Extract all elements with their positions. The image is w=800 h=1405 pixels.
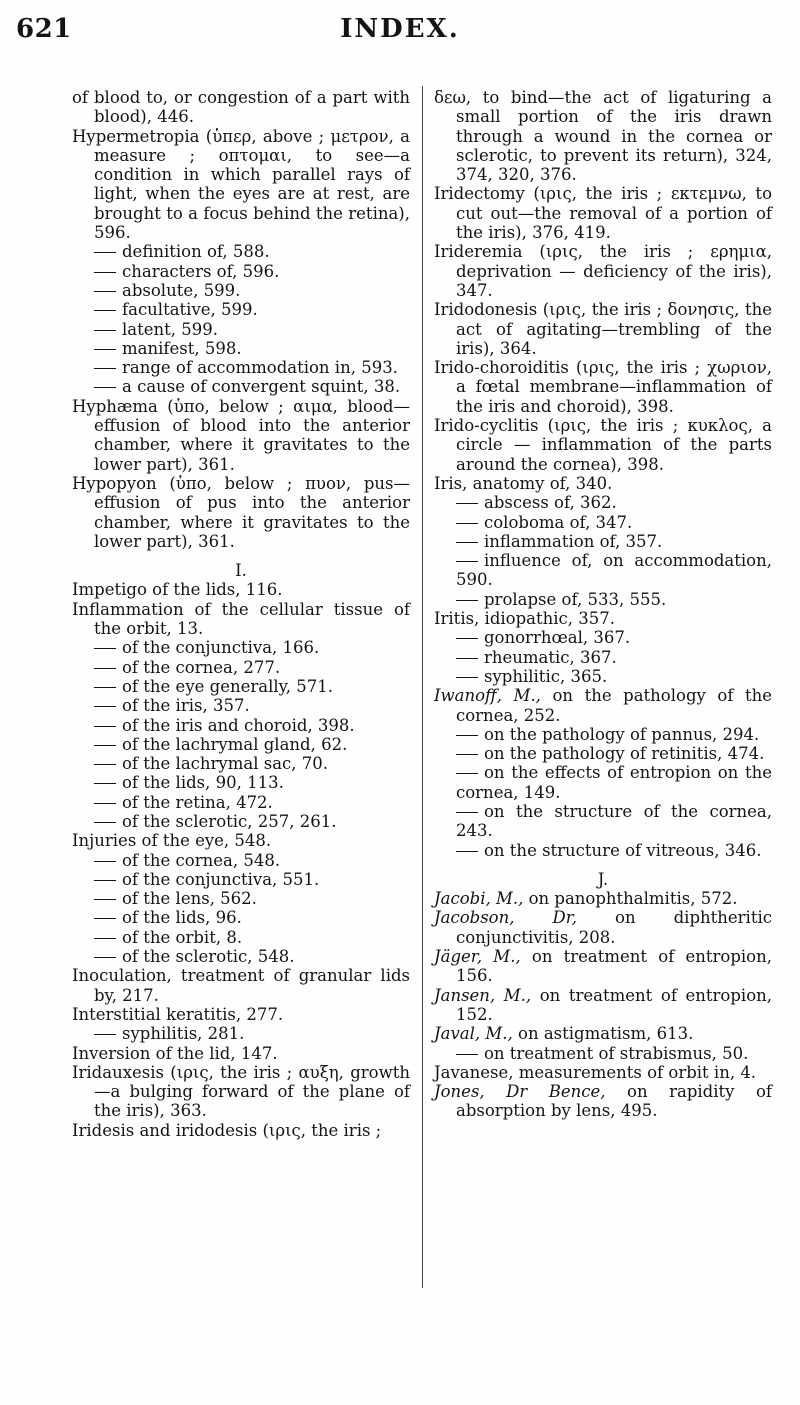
- index-subentry: [72, 281, 410, 300]
- ditto-dash: [94, 706, 116, 707]
- subentry-text: syphilitis, 281.: [122, 1024, 245, 1044]
- subentry-text: of the lids, 90, 113.: [122, 773, 284, 793]
- index-entry: [72, 88, 410, 127]
- index-subentry: [72, 928, 410, 947]
- subentry-text: of the lids, 96.: [122, 908, 242, 928]
- index-subentry: [72, 262, 410, 281]
- index-subentry: [72, 773, 410, 792]
- index-entry: [72, 1005, 410, 1024]
- index-entry: [434, 1063, 772, 1082]
- index-entry: [72, 600, 410, 639]
- index-subentry: [434, 802, 772, 841]
- subentry-text: on treatment of strabismus, 50.: [484, 1043, 749, 1063]
- index-entry: [72, 831, 410, 850]
- ditto-dash: [94, 803, 116, 804]
- ditto-dash: [94, 291, 116, 292]
- index-entry: [72, 1044, 410, 1063]
- index-subentry: [72, 638, 410, 657]
- ditto-dash: [94, 745, 116, 746]
- ditto-dash: [94, 861, 116, 862]
- entry-text: Inflammation of the cellular tissue of the orbit, 13.: [72, 599, 410, 639]
- index-subentry: [72, 677, 410, 696]
- subentry-text: of the conjunctiva, 166.: [122, 638, 320, 658]
- ditto-dash: [456, 523, 478, 524]
- subentry-text: of the cornea, 277.: [122, 657, 281, 677]
- entry-author: Javal, M.,: [434, 1024, 513, 1044]
- index-subentry: [72, 358, 410, 377]
- index-subentry: [72, 716, 410, 735]
- subentry-text: facultative, 599.: [122, 300, 258, 320]
- ditto-dash: [456, 658, 478, 659]
- index-subentry: [434, 532, 772, 551]
- index-subentry: [72, 754, 410, 773]
- index-subentry: [434, 648, 772, 667]
- index-subentry: [72, 870, 410, 889]
- entry-text: Iridectomy (ιρις, the iris ; εκτεμνω, to cut out—the removal of a portion of the iris), 376, 419.: [434, 184, 772, 243]
- index-entry: [434, 88, 772, 184]
- index-subentry: [72, 658, 410, 677]
- entry-author: Jäger, M.,: [434, 947, 521, 967]
- index-entry: [72, 397, 410, 474]
- subentry-text: characters of, 596.: [122, 261, 280, 281]
- entry-text: Inversion of the lid, 147.: [72, 1043, 278, 1063]
- ditto-dash: [456, 561, 478, 562]
- index-entry: [434, 1024, 772, 1043]
- ditto-dash: [94, 764, 116, 765]
- index-entry: [434, 242, 772, 300]
- subentry-text: influence of, on accommodation, 590.: [456, 551, 772, 590]
- entry-text: on treatment of entropion, 156.: [456, 947, 772, 986]
- ditto-dash: [94, 1034, 116, 1035]
- subentry-text: abscess of, 362.: [484, 493, 617, 513]
- index-entry: [434, 908, 772, 947]
- ditto-dash: [456, 773, 478, 774]
- index-subentry: [72, 339, 410, 358]
- index-entry: [434, 300, 772, 358]
- index-subentry: [434, 841, 772, 860]
- ditto-dash: [94, 726, 116, 727]
- ditto-dash: [456, 851, 478, 852]
- index-entry: [434, 609, 772, 628]
- page-number: 621: [16, 14, 72, 44]
- index-subentry: [72, 908, 410, 927]
- index-subentry: [72, 793, 410, 812]
- entry-text: Irideremia (ιρις, the iris ; ερημια, deprivation — deficiency of the iris), 347.: [434, 242, 772, 300]
- subentry-text: of the orbit, 8.: [122, 927, 243, 947]
- section-letter: I.: [235, 561, 247, 581]
- subentry-text: of the retina, 472.: [122, 792, 273, 812]
- subentry-text: absolute, 599.: [122, 280, 241, 300]
- index-subentry: [72, 851, 410, 870]
- entry-text: on astigmatism, 613.: [512, 1024, 694, 1044]
- entry-text: on rapidity of absorption by lens, 495.: [456, 1082, 772, 1121]
- ditto-dash: [456, 812, 478, 813]
- index-subentry: [434, 493, 772, 512]
- entry-text: Interstitial keratitis, 277.: [72, 1004, 284, 1024]
- ditto-dash: [456, 677, 478, 678]
- entry-author: Jansen, M.,: [434, 985, 532, 1005]
- entry-author: Iwanoff, M.,: [434, 686, 541, 706]
- subentry-text: of the iris and choroid, 398.: [122, 715, 355, 735]
- page-title: INDEX.: [340, 14, 460, 44]
- entry-text: Irido-choroiditis (ιρις, the iris ; χωριον, a fœtal membrane—inflammation of the iris and choroid), 398.: [434, 358, 772, 416]
- subentry-text: prolapse of, 533, 555.: [484, 589, 667, 609]
- entry-text: Iris, anatomy of, 340.: [434, 473, 613, 493]
- subentry-text: of the iris, 357.: [122, 696, 250, 716]
- index-subentry: [434, 763, 772, 802]
- ditto-dash: [456, 503, 478, 504]
- ditto-dash: [94, 648, 116, 649]
- subentry-text: of the eye generally, 571.: [122, 676, 334, 696]
- entry-text: Inoculation, treatment of granular lids by, 217.: [72, 966, 410, 1005]
- entry-text: Hypopyon (ὑπο, below ; πυον, pus—effusion of pus into the anterior chamber, where it gravitates to the lower part), 361.: [72, 473, 410, 551]
- subentry-text: of the lachrymal sac, 70.: [122, 754, 329, 774]
- subentry-text: gonorrhœal, 367.: [484, 628, 631, 648]
- index-subentry: [434, 551, 772, 590]
- entry-author: Jacobson, Dr,: [434, 908, 578, 928]
- index-entry: [434, 1082, 772, 1121]
- ditto-dash: [456, 1054, 478, 1055]
- index-subentry: [72, 242, 410, 261]
- subentry-text: latent, 599.: [122, 319, 218, 339]
- index-subentry: [434, 667, 772, 686]
- index-entry: [434, 947, 772, 986]
- index-subentry: [72, 1024, 410, 1043]
- index-entry: [72, 127, 410, 243]
- entry-text: Iridodonesis (ιρις, the iris ; δονησις, the act of agitating—trembling of the iris), 364.: [434, 300, 772, 358]
- index-entry: [72, 1121, 410, 1140]
- subentry-text: on the pathology of retinitis, 474.: [484, 744, 765, 764]
- ditto-dash: [94, 822, 116, 823]
- ditto-dash: [94, 687, 116, 688]
- subentry-text: on the effects of entropion on the cornea, 149.: [456, 763, 772, 802]
- ditto-dash: [94, 783, 116, 784]
- subentry-text: of the sclerotic, 548.: [122, 947, 295, 967]
- ditto-dash: [456, 600, 478, 601]
- subentry-text: range of accommodation in, 593.: [122, 358, 398, 378]
- subentry-text: rheumatic, 367.: [484, 647, 617, 667]
- entry-text: Iridesis and iridodesis (ιρις, the iris ;: [72, 1120, 382, 1140]
- index-entry: [434, 889, 772, 908]
- index-entry: [72, 1063, 410, 1121]
- entry-author: Jacobi, M.,: [434, 889, 524, 909]
- index-entry: [434, 474, 772, 493]
- column-divider: [422, 86, 423, 1288]
- entry-author: Jones, Dr Bence,: [434, 1082, 606, 1102]
- index-entry: [434, 986, 772, 1025]
- subentry-text: on the structure of the cornea, 243.: [456, 801, 772, 841]
- left-column: [72, 88, 410, 1140]
- index-subentry: [72, 300, 410, 319]
- ditto-dash: [456, 638, 478, 639]
- ditto-dash: [94, 899, 116, 900]
- entry-text: on treatment of entropion, 152.: [456, 985, 772, 1024]
- entry-text: on diphtheritic conjunctivitis, 208.: [456, 908, 772, 947]
- subentry-text: on the pathology of pannus, 294.: [484, 724, 760, 744]
- ditto-dash: [94, 272, 116, 273]
- ditto-dash: [94, 349, 116, 350]
- entry-text: Irido-cyclitis (ιρις, the iris ; κυκλος, a circle — inflammation of the parts around the cornea), 398.: [434, 416, 772, 474]
- ditto-dash: [94, 668, 116, 669]
- subentry-text: definition of, 588.: [122, 242, 270, 262]
- index-subentry: [72, 947, 410, 966]
- index-subentry: [434, 744, 772, 763]
- ditto-dash: [94, 957, 116, 958]
- index-entry: [72, 474, 410, 551]
- subentry-text: a cause of convergent squint, 38.: [122, 377, 401, 397]
- subentry-text: coloboma of, 347.: [484, 512, 633, 532]
- subentry-text: of the conjunctiva, 551.: [122, 869, 320, 889]
- entry-text: Hypermetropia (ὑπερ, above ; μετρον, a measure ; οπτομαι, to see—a condition in which parallel rays of light, when the eyes are at rest, are brought to a focus behind the retina), 596.: [72, 126, 410, 243]
- index-subentry: [72, 377, 410, 396]
- index-entry: [434, 358, 772, 416]
- entry-text: Hyphæma (ὑπο, below ; αιμα, blood—effusion of blood into the anterior chamber, where it gravitates to the lower part), 361.: [72, 396, 410, 474]
- index-subentry: [434, 590, 772, 609]
- index-entry: [434, 416, 772, 474]
- entry-text: of blood to, or congestion of a part with blood), 446.: [72, 88, 410, 127]
- ditto-dash: [456, 542, 478, 543]
- ditto-dash: [94, 880, 116, 881]
- ditto-dash: [94, 938, 116, 939]
- entry-text: on panophthalmitis, 572.: [523, 889, 738, 909]
- entry-text: Iritis, idiopathic, 357.: [434, 609, 616, 629]
- index-subentry: [434, 1044, 772, 1063]
- ditto-dash: [94, 310, 116, 311]
- entry-text: on the pathology of the cornea, 252.: [456, 686, 773, 725]
- index-subentry: [72, 696, 410, 715]
- entry-text: δεω, to bind—the act of ligaturing a small portion of the iris drawn through a wound in the cornea or sclerotic, to prevent its return), 324, 374, 320, 376.: [434, 88, 772, 185]
- index-subentry: [434, 628, 772, 647]
- index-subentry: [72, 320, 410, 339]
- index-subentry: [434, 513, 772, 532]
- ditto-dash: [456, 754, 478, 755]
- index-entry: [72, 966, 410, 1005]
- entry-text: Iridauxesis (ιρις, the iris ; αυξη, growth—a bulging forward of the plane of the iris), 363.: [72, 1062, 410, 1121]
- right-column: [434, 88, 772, 1121]
- ditto-dash: [94, 330, 116, 331]
- index-subentry: [434, 725, 772, 744]
- subentry-text: of the lachrymal gland, 62.: [122, 734, 348, 754]
- section-letter: J.: [597, 869, 609, 889]
- index-subentry: [72, 812, 410, 831]
- entry-text: Impetigo of the lids, 116.: [72, 580, 283, 600]
- subentry-text: on the structure of vitreous, 346.: [484, 840, 762, 860]
- ditto-dash: [456, 735, 478, 736]
- ditto-dash: [94, 387, 116, 388]
- index-subentry: [72, 735, 410, 754]
- index-entry: [72, 580, 410, 599]
- ditto-dash: [94, 252, 116, 253]
- index-subentry: [72, 889, 410, 908]
- entry-text: Injuries of the eye, 548.: [72, 831, 272, 851]
- subentry-text: syphilitic, 365.: [484, 666, 608, 686]
- ditto-dash: [94, 918, 116, 919]
- entry-text: Javanese, measurements of orbit in, 4.: [434, 1062, 757, 1082]
- ditto-dash: [94, 368, 116, 369]
- subentry-text: of the cornea, 548.: [122, 850, 281, 870]
- index-entry: [434, 184, 772, 242]
- subentry-text: of the sclerotic, 257, 261.: [122, 811, 337, 831]
- subentry-text: manifest, 598.: [122, 338, 242, 358]
- subentry-text: of the lens, 562.: [122, 889, 257, 909]
- subentry-text: inflammation of, 357.: [484, 531, 663, 551]
- index-entry: [434, 686, 772, 725]
